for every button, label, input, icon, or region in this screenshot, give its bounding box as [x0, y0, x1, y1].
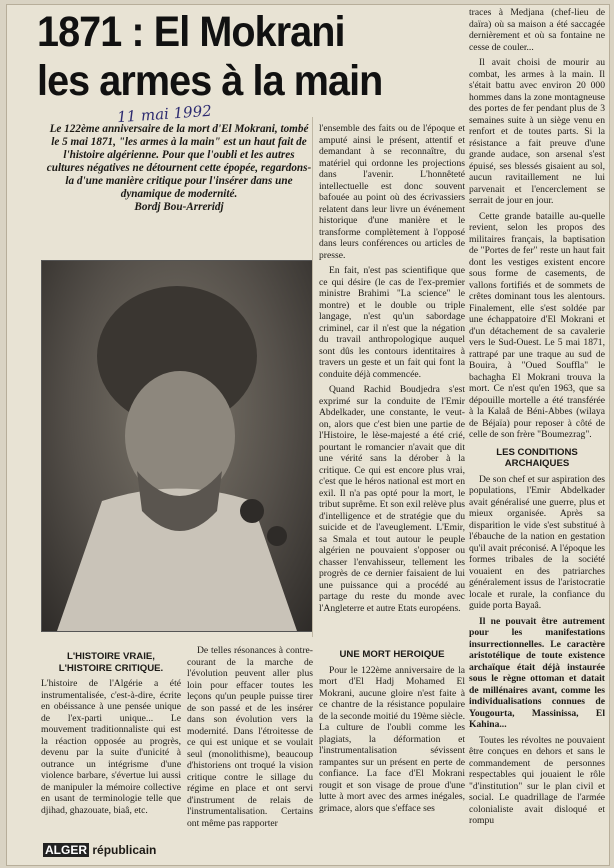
intro-text: Le 122ème anniversaire de la mort d'El Mokrani, tombé le 5 mai 1871, "les armes à la main" est un haut fait de l'histoire algérienne. Pour que l'oubli et les autres cultures négatives ne détournent cette épopée, regardons-la d'une manière critique pour l'insérer dans une dynamique de modernité. [46, 123, 312, 200]
right-column [469, 7, 605, 843]
right-paragraph-1: traces à Medjana (chef-lieu de daïra) où sa maison a été saccagée dernièrement et où sa fontaine ne cesse de couler... [469, 7, 605, 53]
column-divider [312, 117, 313, 637]
right-paragraph-5: Il ne pouvait être autrement pour les manifestations insurrectionnelles. Le caractère aristotélique de toute existence archaïque était déjà instaurée sous le règne ottoman et datait de millénaires avant, comme les individualisations connues de Yougourta, Massinissa, El Kahina... [469, 615, 605, 730]
byline: Bordj Bou-Arreridj [134, 201, 224, 213]
portrait-photo [41, 260, 313, 632]
newspaper-page [6, 4, 610, 866]
portrait-illustration [42, 261, 312, 631]
subheading-conditions: LES CONDITIONS ARCHAIQUES [496, 446, 578, 469]
mid-paragraph-2: En fait, n'est pas scientifique que ce qui désire (le cas de l'ex-premier ministre Brahimi "La science" le montre) et le double ou triple langage, n'est qu'un sabordage criminel, car il n'est que la négation du travail anthropologique auquel sont dûs les contours identitaires à travers un geste et un fait qui font la conduite déjà commencée. [319, 265, 465, 380]
mid-paragraph-1: l'ensemble des faits ou de l'époque et amputé ainsi le présent, attentif et demandant à se reconnaître, du matériel qui ordonne les projections dans l'avenir. L'honnêteté intellectuelle est donc souvent bafouée au point où des écrivassiers relatent dans leur livre un événement historique d'une manière et le transforme complètement à l'opposé dans leurs conférences ou articles de presse. [319, 123, 465, 261]
right-paragraph-4: De son chef et sur aspiration des populations, l'Emir Abdelkader avait généralisé une guerre, plus et mieux organisée. Après sa disparition le vide s'est substitué à l'ébauche de la nation en gestation qu'il avait préconisé. A l'époque les formes tribales de la société vouaient en des patriarches généralement issus de l'aristocratie locale et rurale, la confiance du guide porta Bayaâ. [469, 473, 605, 611]
middle-bottom-column [319, 643, 465, 843]
newspaper-masthead [43, 843, 156, 857]
headline [37, 8, 467, 105]
subheading-verite: L'HISTOIRE VRAIE, L'HISTOIRE CRITIQUE. [58, 651, 164, 674]
masthead-republicain: républicain [92, 843, 157, 857]
mid-paragraph-3: Quand Rachid Boudjedra s'est exprimé sur la conduite de l'Emir Abdelkader, une constante, le veut-on, alors que c'est bien une partie de l'Histoire, le lèse-majesté a été crié, pourtant le romancier n'avait que dit une vérité sans la dérober à la critique. Ce qui est encore plus vrai, c'est que le héros national est mort en exil. Il n'a pas opté pour la mort, le tribut suprême. Et son exil relève plus d'intelligence et de stratégie que du suicide et de l'aveuglement. L'Emir, sa Smala et tout autour le peuple algérien ne pouvaient s'opposer ou chasser l'envahisseur, tellement les progrès de ce dernier faisaient de lui une puissance qui a procédé au partage du reste du monde avec l'Angleterre et autre Etats européens. [319, 384, 465, 614]
center-bottom-paragraph: De telles résonances à contre-courant de la marche de l'évolution peuvent aller plus loin pour effacer toutes les leçons qu'un peuple puisse tirer de son passé et de les insérer dans son évolution vers la modernité. Dans l'étroitesse de ce qui est unique et se voulait seul (monolithisme), beaucoup d'historiens ont troqué la vision critique contre le sillage du régime en place et ont servi d'instrument de relais de l'instrumentalisation. Certains ont même pas rapporter [187, 645, 313, 829]
right-paragraph-3: Cette grande bataille au-quelle revient, selon les propos des militaires français, la baptisation de "Portes de fer" reste un haut fait dont les vestiges existent encore sous forme de casements, de vallons fortifiés et de sommets de crêtes dominant tous les alentours. Finalement, elle s'est soldée par une échappatoire d'El Mokrani et d'un détachement de sa cavalerie vers le Sud-Ouest. Le 5 mai 1871, rattrapé par une traque au sud de Bouira, à "Oued Souffla" le bachagha El Mokrani trouva la mort. Ce n'est qu'en 1963, que sa dépouille mortelle a été transférée à la Kalaâ de Béni-Abbes (wilaya de Béjaïa) pour reposer à côté de celle de son frère "Boumezrag". [469, 210, 605, 440]
masthead-alger: ALGER [45, 843, 87, 857]
left-bottom-paragraph: L'histoire de l'Algérie a été instrumentalisée, c'est-à-dire, écrite en obéissance à une pensée unique de l'ex-parti unique... Le mouvement traditionnaliste qui est la réaction opposée au progrès, devenu par la suite d'unicité à outrance un intégrisme d'une violence barbare, s'évertue lui aussi de manipuler la mémoire collective en usant de terminologie telle que djihad, ghazouate, biaâ, etc. [41, 678, 181, 816]
right-paragraph-6: Toutes les révoltes ne pouvaient être conçues en dehors et sans le commandement de personnes respectables qui jouaient le rôle "d'institution" sur le plan civil et social. Le quadrillage de l'armée colonialiste avait disloqué et rompu [469, 734, 605, 826]
headline-line-2: les armes à la main [37, 57, 383, 105]
intro-block [45, 123, 313, 214]
left-bottom-column [41, 645, 181, 841]
headline-line-1: 1871 : El Mokrani [37, 8, 345, 56]
middle-column [319, 123, 465, 643]
handwritten-date: 11 mai 1992 [116, 101, 213, 127]
subheading-heroic: UNE MORT HEROIQUE [339, 649, 445, 660]
right-paragraph-2: Il avait choisi de mourir au combat, les armes à la main. Il s'était battu avec environ 20 000 hommes dans la zone montagneuse des portes de fer pendant plus de 3 semaines suite à un siège venu en renfort et de toutes parts. Si la résistance a fait preuve d'une grande audace, son arsenal s'est épuisé, ses blessés gisaient au sol, aucun ravitaillement ne lui parvenait et l'encerclement se serrait de jour en jour. [469, 57, 605, 206]
mid-bottom-paragraph: Pour le 122ème anniversaire de la mort d'El Hadj Mohamed El Mokrani, aucune gloire n'est faite à ce chantre de la résistance populaire de la seconde moitié du 19ème siècle. La culture de l'oubli comme les plagiats, la déformation et l'instrumentalisation sévissent rampantes sur un présent en perte de confiance. La face d'El Mokrani rougit et son visage de proue d'une lutte à mort avec des armes inégales, grimace, alors que s'efface ses [319, 664, 465, 814]
center-bottom-column [187, 645, 313, 841]
